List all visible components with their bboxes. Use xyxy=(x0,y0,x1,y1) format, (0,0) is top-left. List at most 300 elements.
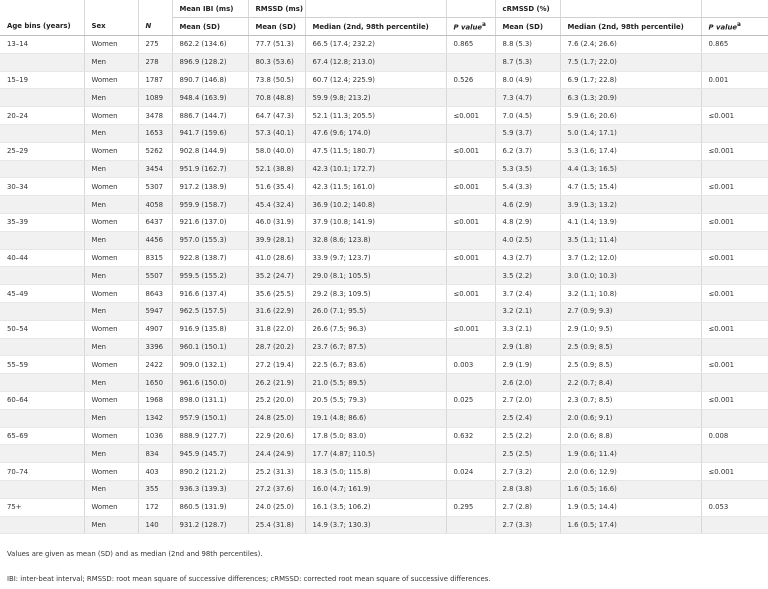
table-row xyxy=(0,53,768,71)
crmssd-p-value-cell xyxy=(701,480,768,498)
sex-cell: Men xyxy=(84,53,138,71)
sex-cell: Men xyxy=(84,160,138,178)
sex-cell: Men xyxy=(84,267,138,285)
crmssd-mean-cell: 8.0 (4.9) xyxy=(495,71,560,89)
crmssd-mean-cell: 2.9 (1.8) xyxy=(495,338,560,356)
table-row xyxy=(0,71,768,89)
n-cell: 1653 xyxy=(138,124,172,142)
group-header-cell xyxy=(84,0,138,18)
rmssd-mean-cell: 24.8 (25.0) xyxy=(248,409,305,427)
table-row xyxy=(0,249,768,267)
crmssd-median-cell: 1.6 (0.5; 16.6) xyxy=(560,480,701,498)
ibi-mean-cell: 890.7 (146.8) xyxy=(172,71,248,89)
sex-cell: Men xyxy=(84,302,138,320)
crmssd-mean-cell: 4.6 (2.9) xyxy=(495,196,560,214)
table-row xyxy=(0,498,768,516)
age-bin-cell xyxy=(0,480,84,498)
n-cell: 6437 xyxy=(138,213,172,231)
sex-cell: Women xyxy=(84,213,138,231)
age-bin-cell: 55–59 xyxy=(0,356,84,374)
rmssd-p-value-cell: 0.025 xyxy=(446,391,495,409)
table-row xyxy=(0,267,768,285)
crmssd-mean-cell: 5.3 (3.5) xyxy=(495,160,560,178)
sex-cell: Women xyxy=(84,142,138,160)
rmssd-p-value-cell: 0.295 xyxy=(446,498,495,516)
crmssd-mean-cell: 2.5 (2.2) xyxy=(495,427,560,445)
rmssd-median-cell: 14.9 (3.7; 130.3) xyxy=(305,516,446,534)
rmssd-mean-cell: 57.3 (40.1) xyxy=(248,124,305,142)
table-row xyxy=(0,36,768,54)
crmssd-mean-cell: 3.3 (2.1) xyxy=(495,320,560,338)
sex-cell: Women xyxy=(84,391,138,409)
n-cell: 1787 xyxy=(138,71,172,89)
n-cell: 2422 xyxy=(138,356,172,374)
crmssd-mean-cell: 2.5 (2.4) xyxy=(495,409,560,427)
rmssd-mean-cell: 73.8 (50.5) xyxy=(248,71,305,89)
crmssd-p-value-cell xyxy=(701,302,768,320)
crmssd-p-value-cell xyxy=(701,89,768,107)
rmssd-p-value-cell: 0.526 xyxy=(446,71,495,89)
rmssd-median-cell: 17.8 (5.0; 83.0) xyxy=(305,427,446,445)
crmssd-p-value-cell xyxy=(701,338,768,356)
age-bin-cell: 25–29 xyxy=(0,142,84,160)
ibi-mean-cell: 957.9 (150.1) xyxy=(172,409,248,427)
table-row xyxy=(0,89,768,107)
age-bin-cell xyxy=(0,89,84,107)
rmssd-p-value-cell: ≤0.001 xyxy=(446,320,495,338)
ibi-mean-cell: 916.9 (135.8) xyxy=(172,320,248,338)
crmssd-mean-cell: 3.7 (2.4) xyxy=(495,285,560,303)
rmssd-mean-cell: 27.2 (19.4) xyxy=(248,356,305,374)
rmssd-median-cell: 47.5 (11.5; 180.7) xyxy=(305,142,446,160)
table-row xyxy=(0,374,768,392)
n-cell: 8643 xyxy=(138,285,172,303)
crmssd-median-cell: 4.7 (1.5; 15.4) xyxy=(560,178,701,196)
sex-cell: Men xyxy=(84,338,138,356)
crmssd-median-cell: 3.5 (1.1; 11.4) xyxy=(560,231,701,249)
ibi-mean-cell: 860.5 (131.9) xyxy=(172,498,248,516)
rmssd-mean-cell: 25.2 (31.3) xyxy=(248,463,305,481)
ibi-mean-cell: 916.6 (137.4) xyxy=(172,285,248,303)
table-row xyxy=(0,516,768,534)
n-cell: 1968 xyxy=(138,391,172,409)
crmssd-p-value-cell: ≤0.001 xyxy=(701,142,768,160)
sex-cell: Men xyxy=(84,445,138,463)
crmssd-p-value-cell: ≤0.001 xyxy=(701,463,768,481)
ibi-mean-cell: 909.0 (132.1) xyxy=(172,356,248,374)
age-bin-cell xyxy=(0,231,84,249)
ibi-mean-cell: 917.2 (138.9) xyxy=(172,178,248,196)
rmssd-median-cell: 17.7 (4.87; 110.5) xyxy=(305,445,446,463)
rmssd-mean-cell: 27.2 (37.6) xyxy=(248,480,305,498)
rmssd-mean-cell: 28.7 (20.2) xyxy=(248,338,305,356)
crmssd-median-cell: 2.9 (1.0; 9.5) xyxy=(560,320,701,338)
sex-cell: Women xyxy=(84,356,138,374)
rmssd-p-value-cell xyxy=(446,231,495,249)
crmssd-median-cell: 5.0 (1.4; 17.1) xyxy=(560,124,701,142)
rmssd-mean-cell: 80.3 (53.6) xyxy=(248,53,305,71)
rmssd-p-value-cell xyxy=(446,53,495,71)
crmssd-mean-cell: 8.7 (5.3) xyxy=(495,53,560,71)
header-group-row xyxy=(0,0,768,18)
header-column-row xyxy=(0,18,768,36)
crmssd-mean-cell: 4.8 (2.9) xyxy=(495,213,560,231)
crmssd-median-cell: 6.3 (1.3; 20.9) xyxy=(560,89,701,107)
age-bin-cell: 70–74 xyxy=(0,463,84,481)
n-cell: 1089 xyxy=(138,89,172,107)
column-header-crmssd-p-value xyxy=(701,18,768,36)
rmssd-mean-cell: 51.6 (35.4) xyxy=(248,178,305,196)
table-row xyxy=(0,409,768,427)
crmssd-p-value-cell xyxy=(701,445,768,463)
crmssd-p-value-cell: ≤0.001 xyxy=(701,391,768,409)
crmssd-p-value-cell: 0.008 xyxy=(701,427,768,445)
rmssd-mean-cell: 45.4 (32.4) xyxy=(248,196,305,214)
ibi-mean-cell: 898.0 (131.1) xyxy=(172,391,248,409)
group-header-cell xyxy=(560,0,701,18)
sex-cell: Women xyxy=(84,107,138,125)
table-row xyxy=(0,142,768,160)
rmssd-mean-cell: 35.2 (24.7) xyxy=(248,267,305,285)
rmssd-mean-cell: 35.6 (25.5) xyxy=(248,285,305,303)
ibi-mean-cell: 961.6 (150.0) xyxy=(172,374,248,392)
n-cell: 5262 xyxy=(138,142,172,160)
table-row xyxy=(0,338,768,356)
age-bin-cell xyxy=(0,196,84,214)
group-header-mean-ibi: Mean IBI (ms) xyxy=(172,0,248,18)
group-header-cell xyxy=(0,0,84,18)
rmssd-median-cell: 52.1 (11.3; 205.5) xyxy=(305,107,446,125)
crmssd-p-value-cell: ≤0.001 xyxy=(701,178,768,196)
crmssd-mean-cell: 3.5 (2.2) xyxy=(495,267,560,285)
table-row xyxy=(0,231,768,249)
sex-cell: Women xyxy=(84,249,138,267)
sex-cell: Women xyxy=(84,285,138,303)
crmssd-p-value-cell: ≤0.001 xyxy=(701,213,768,231)
rmssd-mean-cell: 41.0 (28.6) xyxy=(248,249,305,267)
table-row xyxy=(0,178,768,196)
group-header-cell xyxy=(446,0,495,18)
rmssd-p-value-cell: 0.024 xyxy=(446,463,495,481)
age-bin-cell: 60–64 xyxy=(0,391,84,409)
age-bin-cell: 30–34 xyxy=(0,178,84,196)
column-header-rmssd-median: Median (2nd, 98th percentile) xyxy=(305,18,446,36)
crmssd-p-value-cell xyxy=(701,267,768,285)
ibi-mean-cell: 896.9 (128.2) xyxy=(172,53,248,71)
ibi-mean-cell: 931.2 (128.7) xyxy=(172,516,248,534)
rmssd-median-cell: 21.0 (5.5; 89.5) xyxy=(305,374,446,392)
sex-cell: Men xyxy=(84,89,138,107)
rmssd-median-cell: 67.4 (12.8; 213.0) xyxy=(305,53,446,71)
sex-cell: Women xyxy=(84,498,138,516)
sex-cell: Women xyxy=(84,71,138,89)
n-cell: 355 xyxy=(138,480,172,498)
rmssd-p-value-cell xyxy=(446,409,495,427)
ibi-mean-cell: 941.7 (159.6) xyxy=(172,124,248,142)
n-cell: 1342 xyxy=(138,409,172,427)
n-cell: 3454 xyxy=(138,160,172,178)
ibi-mean-cell: 890.2 (121.2) xyxy=(172,463,248,481)
sex-cell: Women xyxy=(84,463,138,481)
sex-cell: Women xyxy=(84,36,138,54)
ibi-mean-cell: 862.2 (134.6) xyxy=(172,36,248,54)
table-row xyxy=(0,427,768,445)
age-bin-cell xyxy=(0,160,84,178)
age-bin-cell xyxy=(0,516,84,534)
rmssd-median-cell: 19.1 (4.8; 86.6) xyxy=(305,409,446,427)
rmssd-p-value-cell xyxy=(446,124,495,142)
table-row xyxy=(0,445,768,463)
crmssd-mean-cell: 2.5 (2.5) xyxy=(495,445,560,463)
ibi-mean-cell: 945.9 (145.7) xyxy=(172,445,248,463)
crmssd-p-value-cell: 0.865 xyxy=(701,36,768,54)
rmssd-median-cell: 29.0 (8.1; 105.5) xyxy=(305,267,446,285)
ibi-mean-cell: 936.3 (139.3) xyxy=(172,480,248,498)
age-bin-cell xyxy=(0,53,84,71)
crmssd-p-value-cell: 0.001 xyxy=(701,71,768,89)
table-row xyxy=(0,160,768,178)
sex-cell: Women xyxy=(84,320,138,338)
age-bin-cell: 65–69 xyxy=(0,427,84,445)
sex-cell: Men xyxy=(84,480,138,498)
column-header-ibi-mean: Mean (SD) xyxy=(172,18,248,36)
crmssd-mean-cell: 5.4 (3.3) xyxy=(495,178,560,196)
ibi-mean-cell: 951.9 (162.7) xyxy=(172,160,248,178)
n-cell: 4058 xyxy=(138,196,172,214)
rmssd-p-value-cell xyxy=(446,374,495,392)
age-bin-cell xyxy=(0,267,84,285)
rmssd-mean-cell: 24.0 (25.0) xyxy=(248,498,305,516)
footnote-marker: a xyxy=(482,22,486,29)
crmssd-p-value-cell xyxy=(701,53,768,71)
crmssd-p-value-cell xyxy=(701,231,768,249)
rmssd-mean-cell: 31.6 (22.9) xyxy=(248,302,305,320)
rmssd-median-cell: 20.5 (5.5; 79.3) xyxy=(305,391,446,409)
sex-cell: Men xyxy=(84,516,138,534)
crmssd-mean-cell: 2.9 (1.9) xyxy=(495,356,560,374)
crmssd-mean-cell: 4.0 (2.5) xyxy=(495,231,560,249)
ibi-mean-cell: 957.0 (155.3) xyxy=(172,231,248,249)
rmssd-median-cell: 18.3 (5.0; 115.8) xyxy=(305,463,446,481)
ibi-mean-cell: 948.4 (163.9) xyxy=(172,89,248,107)
ibi-mean-cell: 902.8 (144.9) xyxy=(172,142,248,160)
crmssd-mean-cell: 5.9 (3.7) xyxy=(495,124,560,142)
crmssd-median-cell: 2.0 (0.6; 9.1) xyxy=(560,409,701,427)
n-cell: 4456 xyxy=(138,231,172,249)
n-cell: 5307 xyxy=(138,178,172,196)
rmssd-mean-cell: 31.8 (22.0) xyxy=(248,320,305,338)
crmssd-mean-cell: 7.3 (4.7) xyxy=(495,89,560,107)
rmssd-p-value-cell xyxy=(446,89,495,107)
rmssd-mean-cell: 26.2 (21.9) xyxy=(248,374,305,392)
ibi-mean-cell: 886.7 (144.7) xyxy=(172,107,248,125)
age-bin-cell xyxy=(0,124,84,142)
column-header-crmssd-mean: Mean (SD) xyxy=(495,18,560,36)
age-bin-cell xyxy=(0,302,84,320)
crmssd-median-cell: 2.5 (0.9; 8.5) xyxy=(560,338,701,356)
table-row xyxy=(0,320,768,338)
ibi-mean-cell: 959.5 (155.2) xyxy=(172,267,248,285)
sex-cell: Men xyxy=(84,374,138,392)
table-note-abbreviations: IBI: inter-beat interval; RMSSD: root mean square of successive differences; cRMSSD: corrected root mean square of successive differences. xyxy=(7,575,491,583)
n-cell: 4907 xyxy=(138,320,172,338)
rmssd-median-cell: 26.0 (7.1; 95.5) xyxy=(305,302,446,320)
age-bin-cell: 35–39 xyxy=(0,213,84,231)
crmssd-median-cell: 3.2 (1.1; 10.8) xyxy=(560,285,701,303)
rmssd-median-cell: 37.9 (10.8; 141.9) xyxy=(305,213,446,231)
age-bin-cell xyxy=(0,409,84,427)
crmssd-median-cell: 1.9 (0.6; 11.4) xyxy=(560,445,701,463)
crmssd-p-value-cell: ≤0.001 xyxy=(701,249,768,267)
crmssd-median-cell: 2.7 (0.9; 9.3) xyxy=(560,302,701,320)
rmssd-median-cell: 47.6 (9.6; 174.0) xyxy=(305,124,446,142)
rmssd-p-value-cell: 0.632 xyxy=(446,427,495,445)
rmssd-p-value-cell xyxy=(446,267,495,285)
n-cell: 172 xyxy=(138,498,172,516)
rmssd-p-value-cell: ≤0.001 xyxy=(446,285,495,303)
n-cell: 275 xyxy=(138,36,172,54)
n-cell: 5507 xyxy=(138,267,172,285)
crmssd-mean-cell: 2.6 (2.0) xyxy=(495,374,560,392)
table-row xyxy=(0,480,768,498)
rmssd-p-value-cell: ≤0.001 xyxy=(446,213,495,231)
column-header-age-bins: Age bins (years) xyxy=(0,18,84,36)
group-header-cell xyxy=(138,0,172,18)
crmssd-p-value-cell: 0.053 xyxy=(701,498,768,516)
rmssd-median-cell: 66.5 (17.4; 232.2) xyxy=(305,36,446,54)
group-header-rmssd: RMSSD (ms) xyxy=(248,0,305,18)
rmssd-mean-cell: 70.8 (48.8) xyxy=(248,89,305,107)
crmssd-p-value-cell xyxy=(701,124,768,142)
column-header-rmssd-mean: Mean (SD) xyxy=(248,18,305,36)
table-note-values: Values are given as mean (SD) and as median (2nd and 98th percentiles). xyxy=(7,550,263,558)
n-cell: 3478 xyxy=(138,107,172,125)
rmssd-p-value-cell: 0.003 xyxy=(446,356,495,374)
ibi-mean-cell: 959.9 (158.7) xyxy=(172,196,248,214)
crmssd-median-cell: 2.3 (0.7; 8.5) xyxy=(560,391,701,409)
sex-cell: Men xyxy=(84,231,138,249)
rmssd-median-cell: 60.7 (12.4; 225.9) xyxy=(305,71,446,89)
age-bin-cell: 75+ xyxy=(0,498,84,516)
n-cell: 140 xyxy=(138,516,172,534)
n-cell: 403 xyxy=(138,463,172,481)
rmssd-median-cell: 26.6 (7.5; 96.3) xyxy=(305,320,446,338)
sex-cell: Men xyxy=(84,124,138,142)
crmssd-median-cell: 4.1 (1.4; 13.9) xyxy=(560,213,701,231)
n-cell: 834 xyxy=(138,445,172,463)
crmssd-median-cell: 2.0 (0.6; 8.8) xyxy=(560,427,701,445)
crmssd-mean-cell: 2.8 (3.8) xyxy=(495,480,560,498)
crmssd-mean-cell: 2.7 (2.0) xyxy=(495,391,560,409)
crmssd-p-value-cell: ≤0.001 xyxy=(701,320,768,338)
age-bin-cell: 13–14 xyxy=(0,36,84,54)
ibi-mean-cell: 921.6 (137.0) xyxy=(172,213,248,231)
rmssd-mean-cell: 58.0 (40.0) xyxy=(248,142,305,160)
rmssd-median-cell: 36.9 (10.2; 140.8) xyxy=(305,196,446,214)
group-header-crmssd: cRMSSD (%) xyxy=(495,0,560,18)
rmssd-mean-cell: 25.2 (20.0) xyxy=(248,391,305,409)
crmssd-p-value-cell xyxy=(701,196,768,214)
crmssd-median-cell: 1.6 (0.5; 17.4) xyxy=(560,516,701,534)
column-header-crmssd-median: Median (2nd, 98th percentile) xyxy=(560,18,701,36)
rmssd-median-cell: 29.2 (8.3; 109.5) xyxy=(305,285,446,303)
crmssd-p-value-cell: ≤0.001 xyxy=(701,356,768,374)
table-row xyxy=(0,356,768,374)
rmssd-p-value-cell: ≤0.001 xyxy=(446,178,495,196)
rmssd-mean-cell: 24.4 (24.9) xyxy=(248,445,305,463)
crmssd-p-value-cell xyxy=(701,160,768,178)
n-cell: 1650 xyxy=(138,374,172,392)
crmssd-mean-cell: 4.3 (2.7) xyxy=(495,249,560,267)
rmssd-median-cell: 42.3 (11.5; 161.0) xyxy=(305,178,446,196)
sex-cell: Men xyxy=(84,409,138,427)
crmssd-mean-cell: 6.2 (3.7) xyxy=(495,142,560,160)
column-header-rmssd-p-value xyxy=(446,18,495,36)
age-bin-cell: 45–49 xyxy=(0,285,84,303)
table-row xyxy=(0,107,768,125)
crmssd-p-value-cell xyxy=(701,374,768,392)
group-header-cell xyxy=(701,0,768,18)
rmssd-p-value-cell xyxy=(446,516,495,534)
rmssd-p-value-cell: 0.865 xyxy=(446,36,495,54)
crmssd-median-cell: 6.9 (1.7; 22.8) xyxy=(560,71,701,89)
rmssd-p-value-cell xyxy=(446,445,495,463)
table-row xyxy=(0,213,768,231)
ibi-mean-cell: 962.5 (157.5) xyxy=(172,302,248,320)
rmssd-p-value-cell xyxy=(446,196,495,214)
crmssd-median-cell: 7.6 (2.4; 26.6) xyxy=(560,36,701,54)
ibi-mean-cell: 888.9 (127.7) xyxy=(172,427,248,445)
n-cell: 1036 xyxy=(138,427,172,445)
table-row xyxy=(0,196,768,214)
crmssd-mean-cell: 2.7 (3.2) xyxy=(495,463,560,481)
rmssd-median-cell: 32.8 (8.6; 123.8) xyxy=(305,231,446,249)
rmssd-mean-cell: 77.7 (51.3) xyxy=(248,36,305,54)
ibi-mean-cell: 922.8 (138.7) xyxy=(172,249,248,267)
rmssd-median-cell: 16.0 (4.7; 161.9) xyxy=(305,480,446,498)
crmssd-median-cell: 3.7 (1.2; 12.0) xyxy=(560,249,701,267)
column-header-sex: Sex xyxy=(84,18,138,36)
rmssd-median-cell: 23.7 (6.7; 87.5) xyxy=(305,338,446,356)
crmssd-median-cell: 2.0 (0.6; 12.9) xyxy=(560,463,701,481)
rmssd-p-value-cell xyxy=(446,302,495,320)
table-row xyxy=(0,285,768,303)
age-bin-cell: 40–44 xyxy=(0,249,84,267)
column-header-n: N xyxy=(138,18,172,36)
rmssd-p-value-cell: ≤0.001 xyxy=(446,142,495,160)
age-bin-cell xyxy=(0,445,84,463)
crmssd-median-cell: 3.9 (1.3; 13.2) xyxy=(560,196,701,214)
crmssd-mean-cell: 2.7 (3.3) xyxy=(495,516,560,534)
n-cell: 3396 xyxy=(138,338,172,356)
crmssd-median-cell: 7.5 (1.7; 22.0) xyxy=(560,53,701,71)
rmssd-p-value-cell xyxy=(446,338,495,356)
ibi-mean-cell: 960.1 (150.1) xyxy=(172,338,248,356)
crmssd-p-value-cell: ≤0.001 xyxy=(701,285,768,303)
age-bin-cell: 15–19 xyxy=(0,71,84,89)
crmssd-mean-cell: 3.2 (2.1) xyxy=(495,302,560,320)
table-row xyxy=(0,463,768,481)
rmssd-p-value-cell: ≤0.001 xyxy=(446,249,495,267)
rmssd-mean-cell: 64.7 (47.3) xyxy=(248,107,305,125)
footnote-marker: a xyxy=(737,22,741,29)
sex-cell: Men xyxy=(84,196,138,214)
crmssd-median-cell: 2.2 (0.7; 8.4) xyxy=(560,374,701,392)
age-bin-cell xyxy=(0,338,84,356)
n-cell: 8315 xyxy=(138,249,172,267)
rmssd-p-value-cell: ≤0.001 xyxy=(446,107,495,125)
group-header-cell xyxy=(305,0,446,18)
